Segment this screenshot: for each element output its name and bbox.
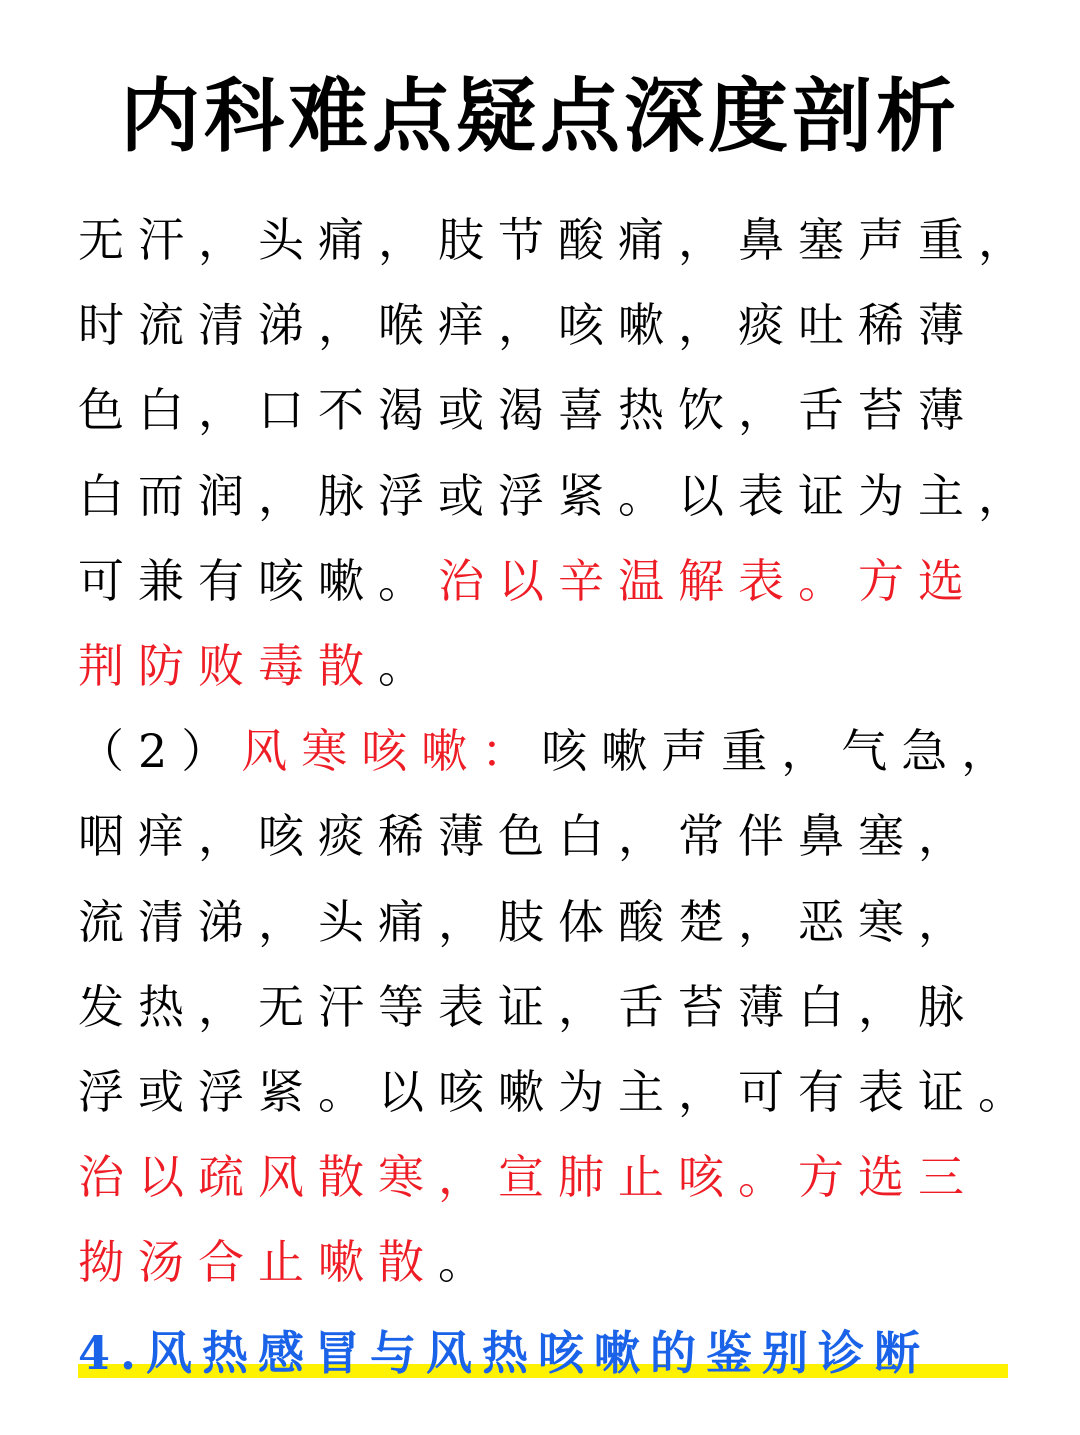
text-line-3: 色白，口不渴或渴喜热饮，舌苔薄 bbox=[78, 383, 978, 438]
treatment-line: 治以疏风散寒，宣肺止咳。方选三 bbox=[78, 1150, 978, 1205]
section-heading-text: 4.风热感冒与风热咳嗽的鉴别诊断 bbox=[78, 1326, 931, 1380]
text-line-9: 流清涕，头痛，肢体酸楚，恶寒， bbox=[78, 894, 978, 949]
text-segment: 咳嗽声重，气急， bbox=[541, 724, 1022, 779]
text-line-6 bbox=[78, 624, 1018, 709]
item-number: （2） bbox=[78, 724, 242, 779]
subsection-term: 风寒咳嗽： bbox=[241, 724, 542, 779]
text-line-8: 咽痒，咳痰稀薄色白，常伴鼻塞， bbox=[78, 809, 978, 864]
text-line-10: 发热，无汗等表证，舌苔薄白，脉 bbox=[78, 979, 978, 1034]
page-title: 内科难点疑点深度剖析 bbox=[120, 70, 960, 163]
text-segment: 可兼有咳嗽。 bbox=[78, 553, 438, 608]
text-segment: 。 bbox=[378, 638, 438, 693]
text-line-2: 时流清涕，喉痒，咳嗽，痰吐稀薄 bbox=[78, 298, 978, 353]
article-body bbox=[78, 198, 1038, 1305]
text-segment: 。 bbox=[438, 1235, 498, 1290]
text-line-7 bbox=[78, 709, 1022, 794]
text-line-1: 无汗，头痛，肢节酸痛，鼻塞声重， bbox=[78, 213, 1038, 267]
text-line-13 bbox=[78, 1220, 1018, 1305]
text-line-4: 白而润，脉浮或浮紧。以表证为主， bbox=[78, 468, 1038, 523]
prescription-name: 荆防败毒散 bbox=[78, 638, 378, 693]
prescription-name: 拗汤合止嗽散 bbox=[78, 1235, 438, 1290]
section-heading bbox=[78, 1318, 1008, 1388]
text-line-5 bbox=[78, 539, 1018, 624]
text-line-11: 浮或浮紧。以咳嗽为主，可有表证。 bbox=[78, 1064, 1038, 1119]
treatment-text: 治以辛温解表。方选 bbox=[438, 553, 978, 608]
